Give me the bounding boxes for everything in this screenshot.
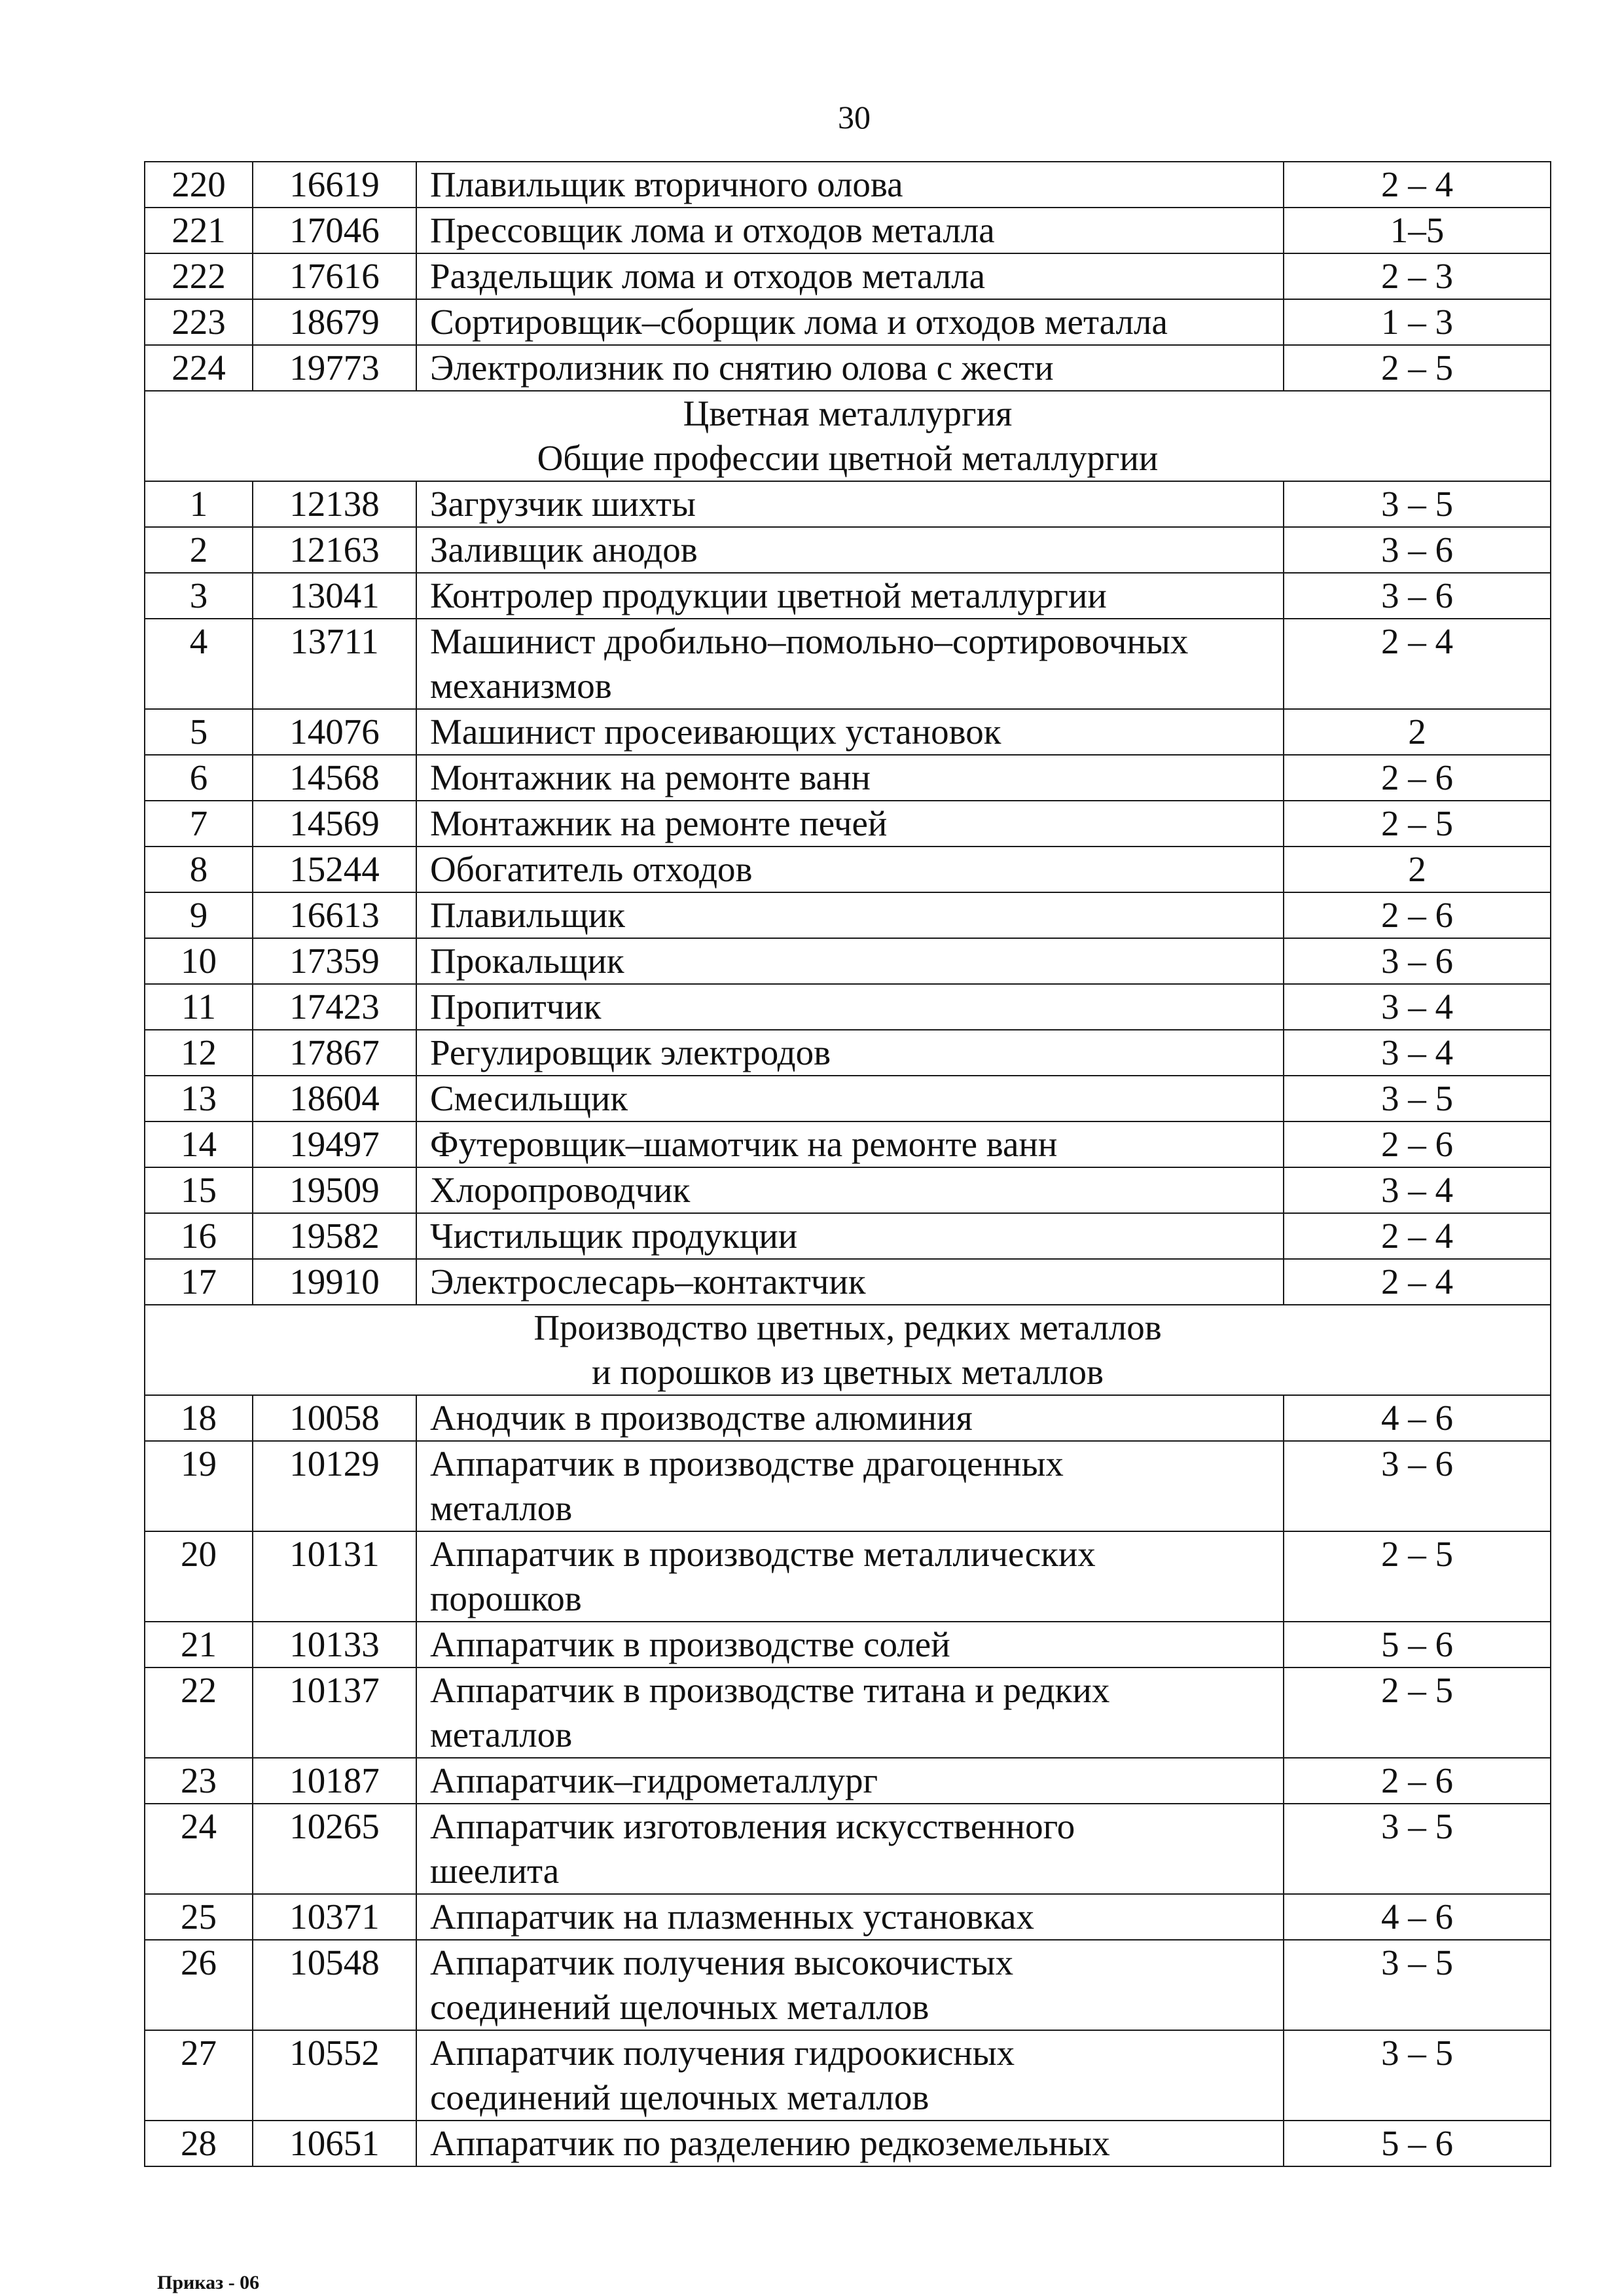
table-row bbox=[145, 1030, 1551, 1076]
profession-code: 10265 bbox=[253, 1804, 416, 1894]
profession-name-line: Аппаратчик–гидрометаллург bbox=[430, 1760, 878, 1800]
profession-name bbox=[416, 162, 1284, 208]
profession-code: 19773 bbox=[253, 345, 416, 391]
row-number: 16 bbox=[145, 1213, 253, 1259]
profession-code: 19582 bbox=[253, 1213, 416, 1259]
grade-range: 3 – 6 bbox=[1284, 527, 1551, 573]
profession-code: 18679 bbox=[253, 299, 416, 345]
profession-code: 10129 bbox=[253, 1441, 416, 1531]
profession-name bbox=[416, 481, 1284, 527]
profession-code: 14076 bbox=[253, 709, 416, 755]
profession-name-line: металлов bbox=[430, 1715, 573, 1755]
profession-name-line: Хлоропроводчик bbox=[430, 1170, 691, 1210]
profession-name bbox=[416, 1213, 1284, 1259]
profession-name-line: Электролизник по снятию олова с жести bbox=[430, 348, 1054, 388]
profession-name-line: Анодчик в производстве алюминия bbox=[430, 1398, 973, 1438]
profession-name-line: Сортировщик–сборщик лома и отходов металла bbox=[430, 302, 1168, 342]
profession-name-line: Аппаратчик в производстве металлических bbox=[430, 1534, 1096, 1574]
row-number: 224 bbox=[145, 345, 253, 391]
grade-range: 3 – 4 bbox=[1284, 1030, 1551, 1076]
table-row bbox=[145, 892, 1551, 938]
row-number: 11 bbox=[145, 984, 253, 1030]
profession-name bbox=[416, 1121, 1284, 1167]
profession-name bbox=[416, 1259, 1284, 1305]
table-row bbox=[145, 2121, 1551, 2166]
profession-name-line: Монтажник на ремонте печей bbox=[430, 803, 888, 843]
profession-name-line: Прокальщик bbox=[430, 941, 624, 981]
profession-name-line: Монтажник на ремонте ванн bbox=[430, 757, 871, 797]
grade-range: 2 – 3 bbox=[1284, 253, 1551, 299]
grade-range: 3 – 5 bbox=[1284, 481, 1551, 527]
grade-range: 2 – 6 bbox=[1284, 1758, 1551, 1804]
grade-range: 2 bbox=[1284, 847, 1551, 892]
row-number: 5 bbox=[145, 709, 253, 755]
table-row bbox=[145, 1167, 1551, 1213]
profession-name-line: Обогатитель отходов bbox=[430, 849, 753, 889]
profession-name bbox=[416, 984, 1284, 1030]
row-number: 24 bbox=[145, 1804, 253, 1894]
profession-name bbox=[416, 1030, 1284, 1076]
profession-code: 17046 bbox=[253, 208, 416, 253]
grade-range: 2 – 4 bbox=[1284, 1213, 1551, 1259]
table-row bbox=[145, 345, 1551, 391]
profession-name-line: Плавильщик вторичного олова bbox=[430, 164, 903, 204]
row-number: 22 bbox=[145, 1667, 253, 1758]
profession-name-line: Машинист дробильно–помольно–сортировочных bbox=[430, 621, 1189, 661]
profession-code: 19509 bbox=[253, 1167, 416, 1213]
profession-name-line: Чистильщик продукции bbox=[430, 1216, 798, 1256]
profession-name bbox=[416, 938, 1284, 984]
profession-name bbox=[416, 299, 1284, 345]
profession-name-line: Электрослесарь–контактчик bbox=[430, 1262, 866, 1302]
grade-range: 2 – 5 bbox=[1284, 801, 1551, 847]
row-number: 21 bbox=[145, 1622, 253, 1667]
profession-name-line: Аппаратчик по разделению редкоземельных bbox=[430, 2123, 1110, 2163]
profession-name-line: Регулировщик электродов bbox=[430, 1032, 831, 1072]
profession-name bbox=[416, 847, 1284, 892]
profession-name-line: Пропитчик bbox=[430, 987, 602, 1027]
table-row bbox=[145, 847, 1551, 892]
profession-code: 10651 bbox=[253, 2121, 416, 2166]
row-number: 9 bbox=[145, 892, 253, 938]
profession-code: 15244 bbox=[253, 847, 416, 892]
profession-name-line: соединений щелочных металлов bbox=[430, 2077, 929, 2117]
table-row bbox=[145, 299, 1551, 345]
table-row bbox=[145, 481, 1551, 527]
profession-code: 16613 bbox=[253, 892, 416, 938]
row-number: 26 bbox=[145, 1940, 253, 2030]
profession-name bbox=[416, 1167, 1284, 1213]
grade-range: 3 – 4 bbox=[1284, 984, 1551, 1030]
profession-name-line: Футеровщик–шамотчик на ремонте ванн bbox=[430, 1124, 1058, 1164]
section-title: Производство цветных, редких металлов bbox=[533, 1307, 1162, 1347]
section-header bbox=[145, 1305, 1551, 1395]
profession-name-line: шеелита bbox=[430, 1851, 560, 1891]
table-row bbox=[145, 573, 1551, 619]
profession-code: 13041 bbox=[253, 573, 416, 619]
table-row bbox=[145, 1667, 1551, 1758]
row-number: 4 bbox=[145, 619, 253, 709]
grade-range: 1–5 bbox=[1284, 208, 1551, 253]
table-row bbox=[145, 984, 1551, 1030]
grade-range: 5 – 6 bbox=[1284, 2121, 1551, 2166]
row-number: 14 bbox=[145, 1121, 253, 1167]
profession-name bbox=[416, 2030, 1284, 2121]
grade-range: 2 – 5 bbox=[1284, 1531, 1551, 1622]
grade-range: 3 – 4 bbox=[1284, 1167, 1551, 1213]
row-number: 12 bbox=[145, 1030, 253, 1076]
profession-name-line: Аппаратчик изготовления искусственного bbox=[430, 1806, 1075, 1846]
row-number: 27 bbox=[145, 2030, 253, 2121]
row-number: 6 bbox=[145, 755, 253, 801]
profession-name-line: порошков bbox=[430, 1578, 582, 1618]
profession-name-line: Машинист просеивающих установок bbox=[430, 712, 1001, 752]
table-row bbox=[145, 1531, 1551, 1622]
row-number: 2 bbox=[145, 527, 253, 573]
profession-name-line: Смесильщик bbox=[430, 1078, 628, 1118]
profession-name-line: Прессовщик лома и отходов металла bbox=[430, 210, 995, 250]
profession-code: 12138 bbox=[253, 481, 416, 527]
profession-name bbox=[416, 709, 1284, 755]
profession-name bbox=[416, 1667, 1284, 1758]
profession-code: 19910 bbox=[253, 1259, 416, 1305]
table-row bbox=[145, 2030, 1551, 2121]
row-number: 3 bbox=[145, 573, 253, 619]
section-subtitle: Общие профессии цветной металлургии bbox=[537, 438, 1159, 478]
grade-range: 5 – 6 bbox=[1284, 1622, 1551, 1667]
table-row bbox=[145, 755, 1551, 801]
profession-code: 19497 bbox=[253, 1121, 416, 1167]
grade-range: 2 – 4 bbox=[1284, 619, 1551, 709]
profession-code: 18604 bbox=[253, 1076, 416, 1121]
grade-range: 3 – 5 bbox=[1284, 2030, 1551, 2121]
table-row bbox=[145, 208, 1551, 253]
section-header bbox=[145, 391, 1551, 481]
profession-name bbox=[416, 801, 1284, 847]
table-body bbox=[145, 162, 1551, 2166]
profession-name-line: Контролер продукции цветной металлургии bbox=[430, 575, 1107, 615]
page-number: 30 bbox=[838, 99, 871, 136]
profession-code: 14568 bbox=[253, 755, 416, 801]
profession-name bbox=[416, 2121, 1284, 2166]
profession-name-line: механизмов bbox=[430, 666, 612, 706]
row-number: 13 bbox=[145, 1076, 253, 1121]
profession-name-line: соединений щелочных металлов bbox=[430, 1987, 929, 2027]
profession-name bbox=[416, 1940, 1284, 2030]
row-number: 19 bbox=[145, 1441, 253, 1531]
grade-range: 2 – 5 bbox=[1284, 345, 1551, 391]
table-row bbox=[145, 1213, 1551, 1259]
row-number: 18 bbox=[145, 1395, 253, 1441]
row-number: 28 bbox=[145, 2121, 253, 2166]
profession-code: 17616 bbox=[253, 253, 416, 299]
row-number: 222 bbox=[145, 253, 253, 299]
profession-name bbox=[416, 1395, 1284, 1441]
profession-name bbox=[416, 619, 1284, 709]
section-title: Цветная металлургия bbox=[683, 393, 1013, 433]
profession-name bbox=[416, 345, 1284, 391]
grade-range: 3 – 5 bbox=[1284, 1804, 1551, 1894]
profession-name bbox=[416, 573, 1284, 619]
profession-name-line: Аппаратчик получения высокочистых bbox=[430, 1942, 1014, 1982]
row-number: 10 bbox=[145, 938, 253, 984]
row-number: 1 bbox=[145, 481, 253, 527]
grade-range: 2 – 6 bbox=[1284, 755, 1551, 801]
profession-name-line: Загрузчик шихты bbox=[430, 484, 696, 524]
table-row bbox=[145, 527, 1551, 573]
table-row bbox=[145, 801, 1551, 847]
profession-name bbox=[416, 253, 1284, 299]
profession-name bbox=[416, 527, 1284, 573]
profession-code: 10548 bbox=[253, 1940, 416, 2030]
row-number: 223 bbox=[145, 299, 253, 345]
row-number: 15 bbox=[145, 1167, 253, 1213]
profession-name-line: Аппаратчик в производстве солей bbox=[430, 1624, 950, 1664]
profession-name bbox=[416, 755, 1284, 801]
row-number: 7 bbox=[145, 801, 253, 847]
row-number: 8 bbox=[145, 847, 253, 892]
row-number: 20 bbox=[145, 1531, 253, 1622]
section-header-row bbox=[145, 1305, 1551, 1395]
profession-code: 17359 bbox=[253, 938, 416, 984]
profession-name bbox=[416, 208, 1284, 253]
table-row bbox=[145, 1121, 1551, 1167]
profession-code: 13711 bbox=[253, 619, 416, 709]
grade-range: 2 – 6 bbox=[1284, 892, 1551, 938]
row-number: 221 bbox=[145, 208, 253, 253]
row-number: 17 bbox=[145, 1259, 253, 1305]
profession-code: 10187 bbox=[253, 1758, 416, 1804]
profession-name bbox=[416, 1076, 1284, 1121]
table-row bbox=[145, 1940, 1551, 2030]
table-row bbox=[145, 1441, 1551, 1531]
profession-code: 10058 bbox=[253, 1395, 416, 1441]
grade-range: 1 – 3 bbox=[1284, 299, 1551, 345]
profession-name-line: Аппаратчик в производстве драгоценных bbox=[430, 1444, 1064, 1484]
table-row bbox=[145, 253, 1551, 299]
section-header-row bbox=[145, 391, 1551, 481]
profession-code: 17423 bbox=[253, 984, 416, 1030]
footer-label: Приказ - 06 bbox=[157, 2272, 260, 2293]
profession-name bbox=[416, 1622, 1284, 1667]
profession-code: 12163 bbox=[253, 527, 416, 573]
profession-name-line: Аппаратчик на плазменных установках bbox=[430, 1897, 1034, 1937]
profession-code: 10133 bbox=[253, 1622, 416, 1667]
table-row bbox=[145, 1259, 1551, 1305]
grade-range: 2 – 4 bbox=[1284, 162, 1551, 208]
table-row bbox=[145, 709, 1551, 755]
grade-range: 3 – 6 bbox=[1284, 1441, 1551, 1531]
row-number: 25 bbox=[145, 1894, 253, 1940]
table-row bbox=[145, 1804, 1551, 1894]
profession-code: 14569 bbox=[253, 801, 416, 847]
profession-name bbox=[416, 892, 1284, 938]
profession-name bbox=[416, 1758, 1284, 1804]
profession-code: 16619 bbox=[253, 162, 416, 208]
grade-range: 3 – 6 bbox=[1284, 938, 1551, 984]
grade-range: 2 bbox=[1284, 709, 1551, 755]
grade-range: 2 – 5 bbox=[1284, 1667, 1551, 1758]
grade-range: 2 – 4 bbox=[1284, 1259, 1551, 1305]
table-row bbox=[145, 1622, 1551, 1667]
row-number: 220 bbox=[145, 162, 253, 208]
profession-name bbox=[416, 1804, 1284, 1894]
profession-name-line: Заливщик анодов bbox=[430, 530, 698, 570]
profession-code: 10131 bbox=[253, 1531, 416, 1622]
profession-name-line: Аппаратчик получения гидроокисных bbox=[430, 2033, 1015, 2073]
grade-range: 4 – 6 bbox=[1284, 1395, 1551, 1441]
grade-range: 2 – 6 bbox=[1284, 1121, 1551, 1167]
profession-name-line: металлов bbox=[430, 1488, 573, 1528]
grade-range: 4 – 6 bbox=[1284, 1894, 1551, 1940]
profession-code: 10137 bbox=[253, 1667, 416, 1758]
profession-code: 10552 bbox=[253, 2030, 416, 2121]
row-number: 23 bbox=[145, 1758, 253, 1804]
profession-name bbox=[416, 1894, 1284, 1940]
section-subtitle: и порошков из цветных металлов bbox=[592, 1352, 1104, 1392]
table-row bbox=[145, 162, 1551, 208]
profession-name-line: Раздельщик лома и отходов металла bbox=[430, 256, 986, 296]
profession-name bbox=[416, 1441, 1284, 1531]
grade-range: 3 – 6 bbox=[1284, 573, 1551, 619]
grade-range: 3 – 5 bbox=[1284, 1940, 1551, 2030]
grade-range: 3 – 5 bbox=[1284, 1076, 1551, 1121]
table-row bbox=[145, 1758, 1551, 1804]
profession-code: 10371 bbox=[253, 1894, 416, 1940]
profession-code: 17867 bbox=[253, 1030, 416, 1076]
profession-name-line: Аппаратчик в производстве титана и редких bbox=[430, 1670, 1110, 1710]
table-row bbox=[145, 619, 1551, 709]
profession-name bbox=[416, 1531, 1284, 1622]
professions-table bbox=[144, 161, 1551, 2167]
table-row bbox=[145, 938, 1551, 984]
table-row bbox=[145, 1076, 1551, 1121]
profession-name-line: Плавильщик bbox=[430, 895, 626, 935]
table-row bbox=[145, 1395, 1551, 1441]
table-row bbox=[145, 1894, 1551, 1940]
